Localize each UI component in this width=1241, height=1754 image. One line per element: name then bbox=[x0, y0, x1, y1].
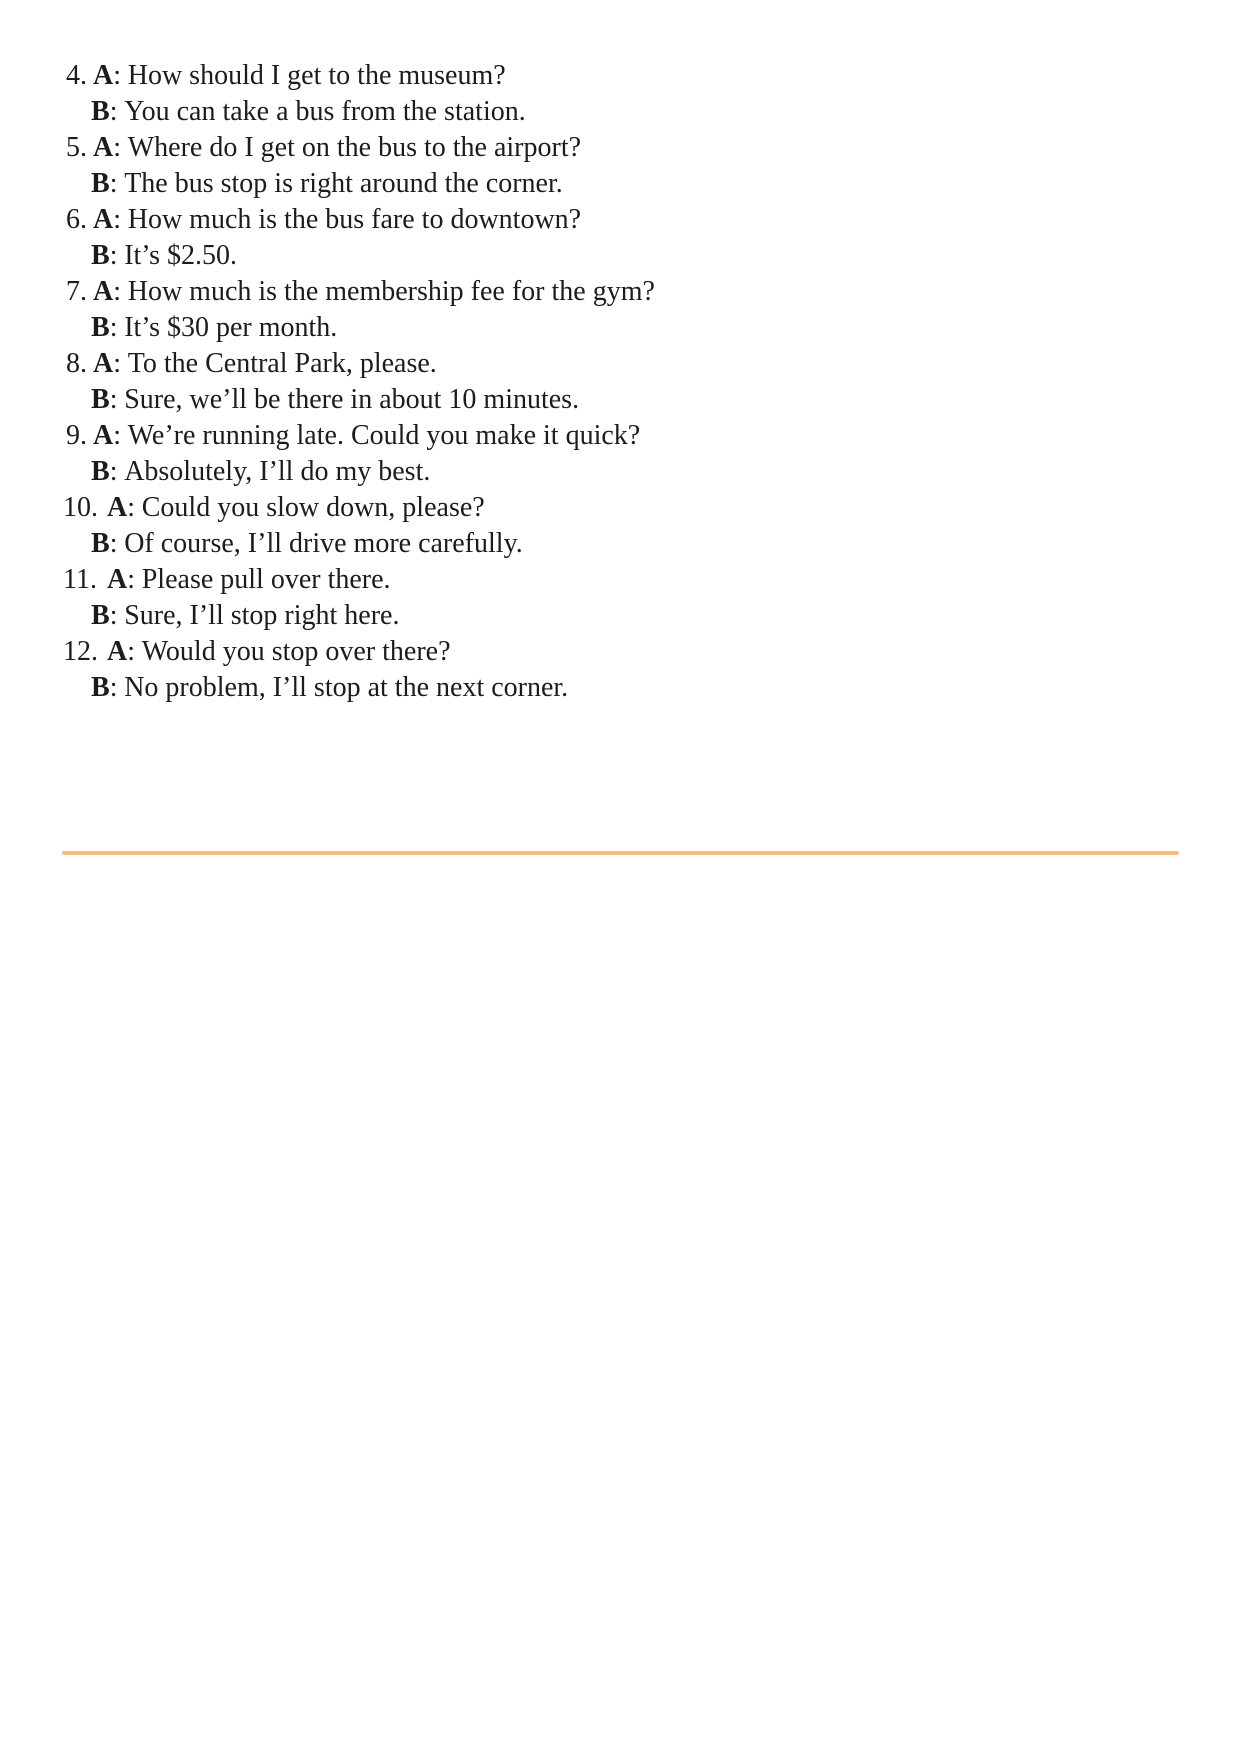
utterance-a: Where do I get on the bus to the airport? bbox=[127, 132, 582, 163]
dialog-text-b bbox=[91, 238, 237, 274]
dialog-line-a bbox=[63, 490, 1186, 526]
dialog-line-b bbox=[66, 454, 1186, 490]
speaker-b-label: B bbox=[91, 384, 110, 415]
speaker-colon: : bbox=[109, 672, 118, 703]
dialog-text-b bbox=[91, 166, 563, 202]
dialog-line-a bbox=[66, 274, 1186, 310]
dialog-item-6 bbox=[66, 202, 1186, 274]
speaker-b-label: B bbox=[91, 456, 110, 487]
dialog-text-a bbox=[93, 58, 506, 94]
speaker-colon: : bbox=[113, 420, 122, 451]
dialog-line-a bbox=[66, 58, 1186, 94]
speaker-b-label: B bbox=[91, 240, 110, 271]
speaker-colon: : bbox=[109, 96, 118, 127]
speaker-colon: : bbox=[109, 168, 118, 199]
dialog-item-9 bbox=[66, 418, 1186, 490]
speaker-b-label: B bbox=[91, 672, 110, 703]
dialog-text-a bbox=[93, 418, 640, 454]
dialog-item-10 bbox=[63, 490, 1186, 562]
utterance-a: Please pull over there. bbox=[141, 564, 391, 595]
utterance-b: Of course, I’ll drive more carefully. bbox=[124, 528, 523, 559]
dialog-text-b bbox=[91, 310, 337, 346]
dialog-line-b bbox=[66, 310, 1186, 346]
item-number: 8. bbox=[66, 348, 87, 379]
dialog-line-a bbox=[66, 346, 1186, 382]
dialog-text-b bbox=[91, 526, 523, 562]
dialog-text-a bbox=[93, 346, 437, 382]
utterance-b: Sure, I’ll stop right here. bbox=[124, 600, 400, 631]
speaker-b-label: B bbox=[91, 600, 110, 631]
dialog-item-5 bbox=[66, 130, 1186, 202]
speaker-colon: : bbox=[127, 564, 136, 595]
dialog-line-b bbox=[66, 166, 1186, 202]
speaker-colon: : bbox=[109, 240, 118, 271]
dialog-item-7 bbox=[66, 274, 1186, 346]
speaker-a-label: A bbox=[93, 204, 114, 235]
item-number: 7. bbox=[66, 276, 87, 307]
speaker-a-label: A bbox=[93, 132, 114, 163]
speaker-a-label: A bbox=[107, 564, 128, 595]
speaker-colon: : bbox=[109, 600, 118, 631]
dialog-line-a bbox=[63, 562, 1186, 598]
dialog-text-a bbox=[93, 202, 581, 238]
utterance-b: It’s $30 per month. bbox=[124, 312, 338, 343]
dialog-line-b bbox=[66, 598, 1186, 634]
speaker-colon: : bbox=[109, 528, 118, 559]
utterance-a: Could you slow down, please? bbox=[141, 492, 485, 523]
dialog-item-12 bbox=[63, 634, 1186, 706]
dialog-line-a bbox=[66, 418, 1186, 454]
speaker-colon: : bbox=[127, 492, 136, 523]
utterance-a: How much is the membership fee for the gym? bbox=[127, 276, 655, 307]
dialog-text-b bbox=[91, 598, 399, 634]
dialog-text-a bbox=[93, 130, 581, 166]
utterance-b: It’s $2.50. bbox=[124, 240, 237, 271]
dialog-line-b bbox=[66, 238, 1186, 274]
item-number: 10. bbox=[63, 492, 98, 523]
speaker-b-label: B bbox=[91, 168, 110, 199]
dialog-line-a bbox=[66, 130, 1186, 166]
speaker-colon: : bbox=[113, 60, 122, 91]
speaker-b-label: B bbox=[91, 528, 110, 559]
utterance-b: Sure, we’ll be there in about 10 minutes. bbox=[124, 384, 580, 415]
utterance-b: The bus stop is right around the corner. bbox=[124, 168, 563, 199]
dialog-item-11 bbox=[63, 562, 1186, 634]
utterance-a: We’re running late. Could you make it quick? bbox=[127, 420, 641, 451]
speaker-a-label: A bbox=[93, 60, 114, 91]
speaker-colon: : bbox=[113, 348, 122, 379]
utterance-b: No problem, I’ll stop at the next corner. bbox=[124, 672, 569, 703]
dialog-text-b bbox=[91, 670, 568, 706]
dialog-text-a bbox=[107, 562, 391, 598]
dialog-list bbox=[63, 58, 1186, 706]
speaker-a-label: A bbox=[93, 420, 114, 451]
speaker-colon: : bbox=[127, 636, 136, 667]
dialog-text-a bbox=[107, 634, 451, 670]
utterance-a: How much is the bus fare to downtown? bbox=[127, 204, 582, 235]
utterance-a: Would you stop over there? bbox=[141, 636, 451, 667]
speaker-colon: : bbox=[109, 456, 118, 487]
dialog-text-a bbox=[107, 490, 485, 526]
dialog-text-b bbox=[91, 94, 526, 130]
speaker-a-label: A bbox=[93, 348, 114, 379]
utterance-a: How should I get to the museum? bbox=[127, 60, 506, 91]
speaker-colon: : bbox=[113, 132, 122, 163]
item-number: 6. bbox=[66, 204, 87, 235]
dialog-line-b bbox=[66, 94, 1186, 130]
speaker-colon: : bbox=[109, 312, 118, 343]
utterance-b: Absolutely, I’ll do my best. bbox=[124, 456, 431, 487]
dialog-line-b bbox=[66, 382, 1186, 418]
speaker-b-label: B bbox=[91, 96, 110, 127]
item-number: 4. bbox=[66, 60, 87, 91]
item-number: 11. bbox=[63, 564, 97, 595]
speaker-a-label: A bbox=[93, 276, 114, 307]
item-number: 5. bbox=[66, 132, 87, 163]
dialog-item-8 bbox=[66, 346, 1186, 418]
speaker-colon: : bbox=[113, 204, 122, 235]
speaker-a-label: A bbox=[107, 636, 128, 667]
utterance-b: You can take a bus from the station. bbox=[124, 96, 526, 127]
dialog-line-b bbox=[66, 670, 1186, 706]
dialog-text-b bbox=[91, 382, 579, 418]
item-number: 9. bbox=[66, 420, 87, 451]
dialog-line-a bbox=[66, 202, 1186, 238]
dialog-text-a bbox=[93, 274, 655, 310]
section-divider-line bbox=[62, 851, 1179, 855]
dialog-item-4 bbox=[66, 58, 1186, 130]
dialog-text-b bbox=[91, 454, 430, 490]
speaker-a-label: A bbox=[107, 492, 128, 523]
speaker-colon: : bbox=[109, 384, 118, 415]
item-number: 12. bbox=[63, 636, 98, 667]
utterance-a: To the Central Park, please. bbox=[127, 348, 437, 379]
speaker-b-label: B bbox=[91, 312, 110, 343]
dialog-line-a bbox=[63, 634, 1186, 670]
speaker-colon: : bbox=[113, 276, 122, 307]
dialog-line-b bbox=[66, 526, 1186, 562]
